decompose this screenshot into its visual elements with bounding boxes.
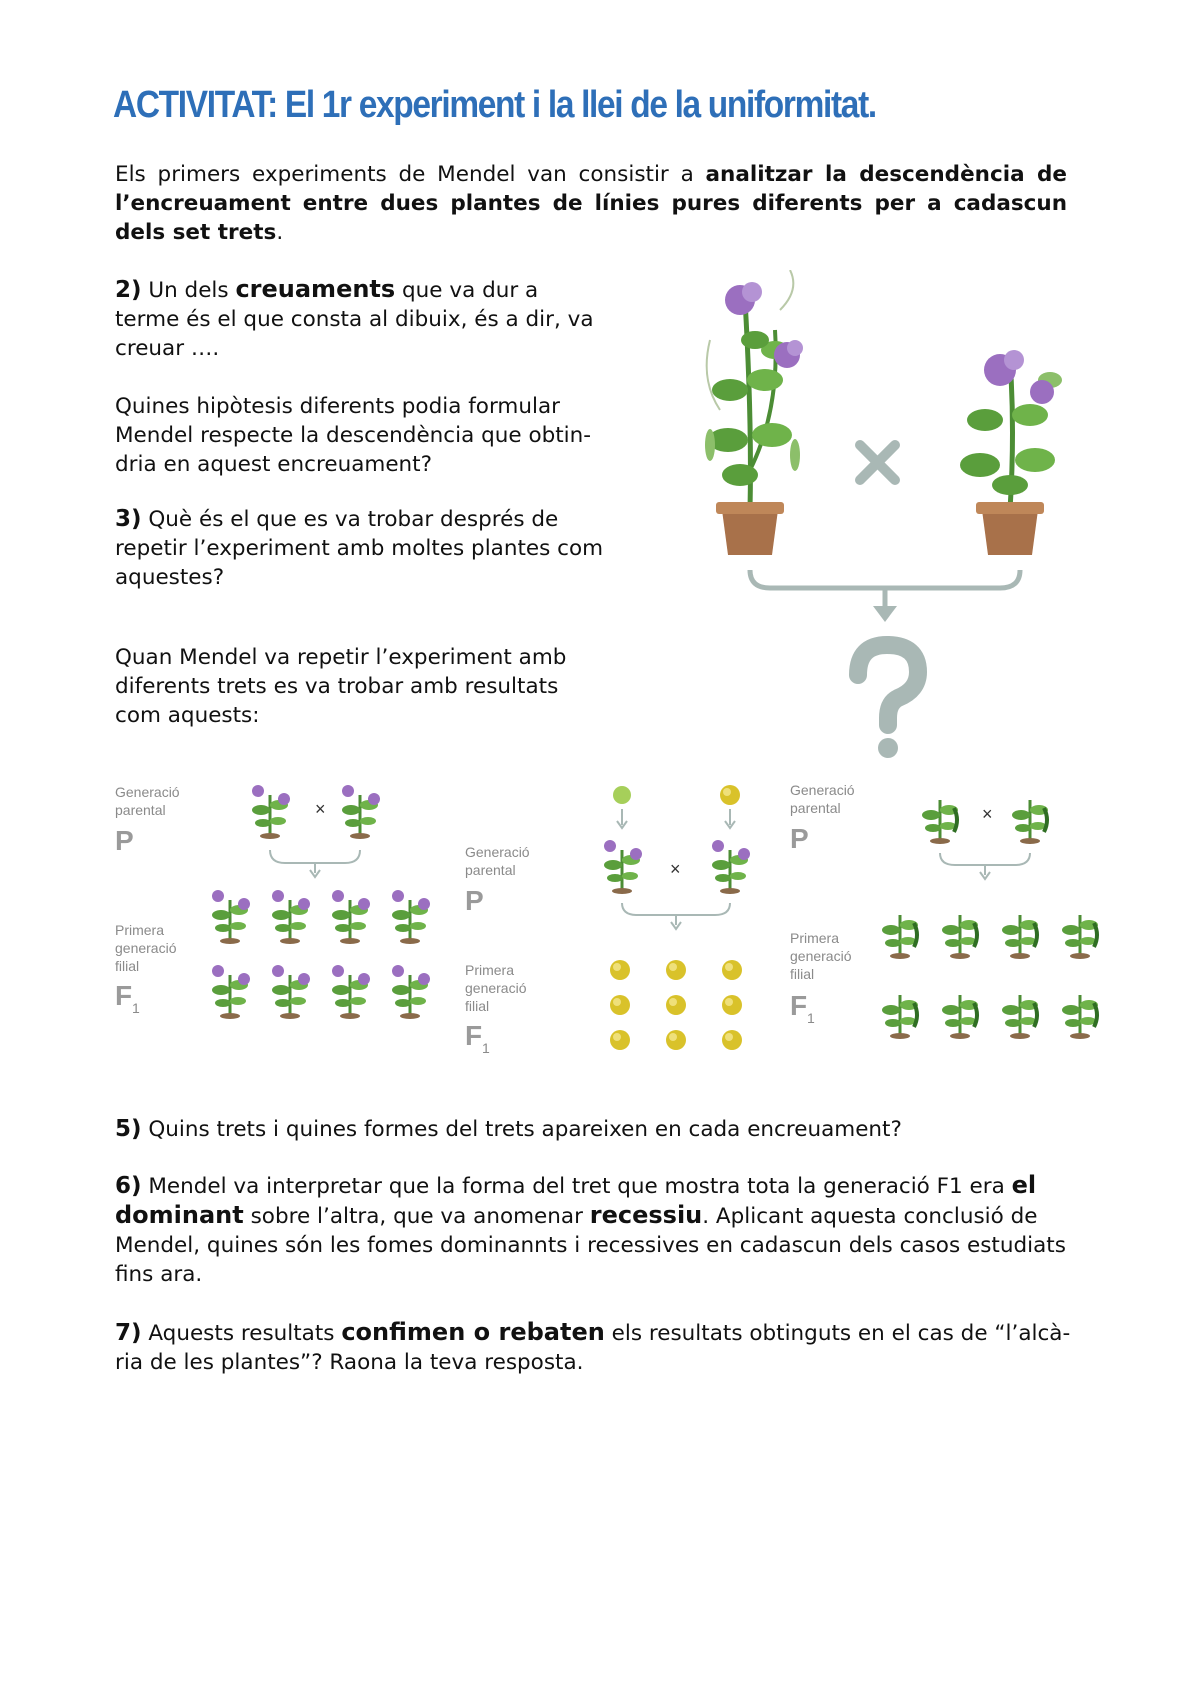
intro-text-1: Els primers experiments de Mendel van consistir a: [115, 162, 706, 187]
parental-label-line2-c: parental: [790, 800, 841, 816]
question-6-bold-2: recessiu: [589, 1201, 703, 1229]
question-6-number: 6): [115, 1173, 142, 1199]
question-2-text-2: que va dur a terme és el que consta al dibuix, és a dir, va creuar ….: [115, 278, 594, 361]
parental-label-line2: parental: [115, 802, 166, 818]
f1-label-line2: generació: [115, 940, 177, 956]
intro-bold: analitzar la descendència de l’encreuament entre dues plantes de línies pures diferents per a cadascun dels set trets: [115, 162, 1068, 245]
f1-symbol-b: F: [465, 1020, 483, 1051]
f1-subscript: 1: [132, 1000, 140, 1016]
parent-plant-2: [342, 785, 380, 839]
f1-label-line2-b: generació: [465, 980, 527, 996]
parental-label-line1: Generació: [115, 784, 180, 800]
intro-paragraph: [115, 160, 1067, 247]
question-6-bold-1: el dominant: [115, 1171, 1037, 1229]
question-7-bold: confimen o rebaten: [341, 1318, 605, 1346]
question-6-text-1: Mendel va interpretar que la forma del tret que mostra tota la generació F1 era: [141, 1174, 1012, 1199]
bracket-arrow-icon: [750, 570, 1020, 622]
parental-label-line1-c: Generació: [790, 782, 855, 798]
cross-symbol: ×: [315, 799, 326, 819]
question-2-hypothesis: Quines hipòtesis diferents podia formular Mendel respecte la descendència que obtin-dria en aquest encreuament?: [115, 394, 592, 477]
f1-label-line1-c: Primera: [790, 930, 840, 946]
parental-label-line1-b: Generació: [465, 844, 530, 860]
p-symbol: P: [115, 825, 134, 856]
mendel-repeat-paragraph: Quan Mendel va repetir l’experiment amb diferents trets es va trobar amb resultats com aquests:: [115, 645, 567, 728]
parental-label-line2-b: parental: [465, 862, 516, 878]
three-crosses-figure: [110, 775, 1120, 1095]
question-7-text-2: els resultats obtinguts en el cas de “l’alcà-ria de les plantes”? Raona la teva resposta.: [115, 1321, 1071, 1375]
f1-symbol: F: [115, 980, 133, 1011]
right-potted-plant: [960, 350, 1062, 555]
question-5-text: Quins trets i quines formes del trets apareixen en cada encreuament?: [141, 1117, 902, 1142]
question-3: [115, 505, 605, 592]
question-7: [115, 1318, 1095, 1377]
question-6-text-3: . Aplicant aquesta conclusió de Mendel, quines són les fomes dominannts i recessives en cadascun dels casos estudiats fins ara.: [115, 1204, 1066, 1287]
f1-label-line3-b: filial: [465, 998, 490, 1014]
p-symbol-b: P: [465, 885, 484, 916]
f1-symbol-c: F: [790, 990, 808, 1021]
cross-diagram: [680, 270, 1080, 760]
left-potted-plant: [705, 270, 803, 555]
cross-symbol-icon: [860, 445, 895, 480]
f1-label-line3: filial: [115, 958, 140, 974]
question-2-number: 2): [115, 277, 142, 303]
question-5: [115, 1115, 1095, 1144]
question-2: [115, 275, 605, 363]
f1-label-line1-b: Primera: [465, 962, 515, 978]
intro-text-2: .: [276, 220, 284, 245]
question-3-text: Què és el que es va trobar després de repetir l’experiment amb moltes plantes com aquestes?: [115, 507, 604, 590]
panel-flower-color: [115, 784, 430, 1019]
cross-symbol-b: ×: [670, 859, 681, 879]
f1-subscript-b: 1: [482, 1040, 490, 1056]
question-3-number: 3): [115, 506, 142, 532]
panel-pod-color: [790, 782, 1098, 1039]
question-2-bold: creuaments: [235, 275, 396, 303]
panel-seed-color: [465, 785, 750, 1056]
question-7-number: 7): [115, 1320, 142, 1346]
question-6: [115, 1171, 1095, 1289]
parent-plant-1: [252, 785, 290, 839]
yellow-seed-icon: [720, 785, 740, 805]
cross-symbol-c: ×: [982, 804, 993, 824]
question-mark-icon: [858, 645, 918, 758]
p-symbol-c: P: [790, 823, 809, 854]
green-seed-icon: [613, 786, 631, 804]
page-title: ACTIVITAT: El 1r experiment i la llei de la uniformitat.: [113, 84, 876, 126]
question-5-number: 5): [115, 1116, 142, 1142]
question-6-text-2: sobre l’altra, que va anomenar: [243, 1204, 590, 1229]
f1-label-line3-c: filial: [790, 966, 815, 982]
question-2-text-1: Un dels: [141, 278, 236, 303]
f1-label-line1: Primera: [115, 922, 165, 938]
f1-label-line2-c: generació: [790, 948, 852, 964]
question-7-text-1: Aquests resultats: [141, 1321, 342, 1346]
f1-subscript-c: 1: [807, 1010, 815, 1026]
